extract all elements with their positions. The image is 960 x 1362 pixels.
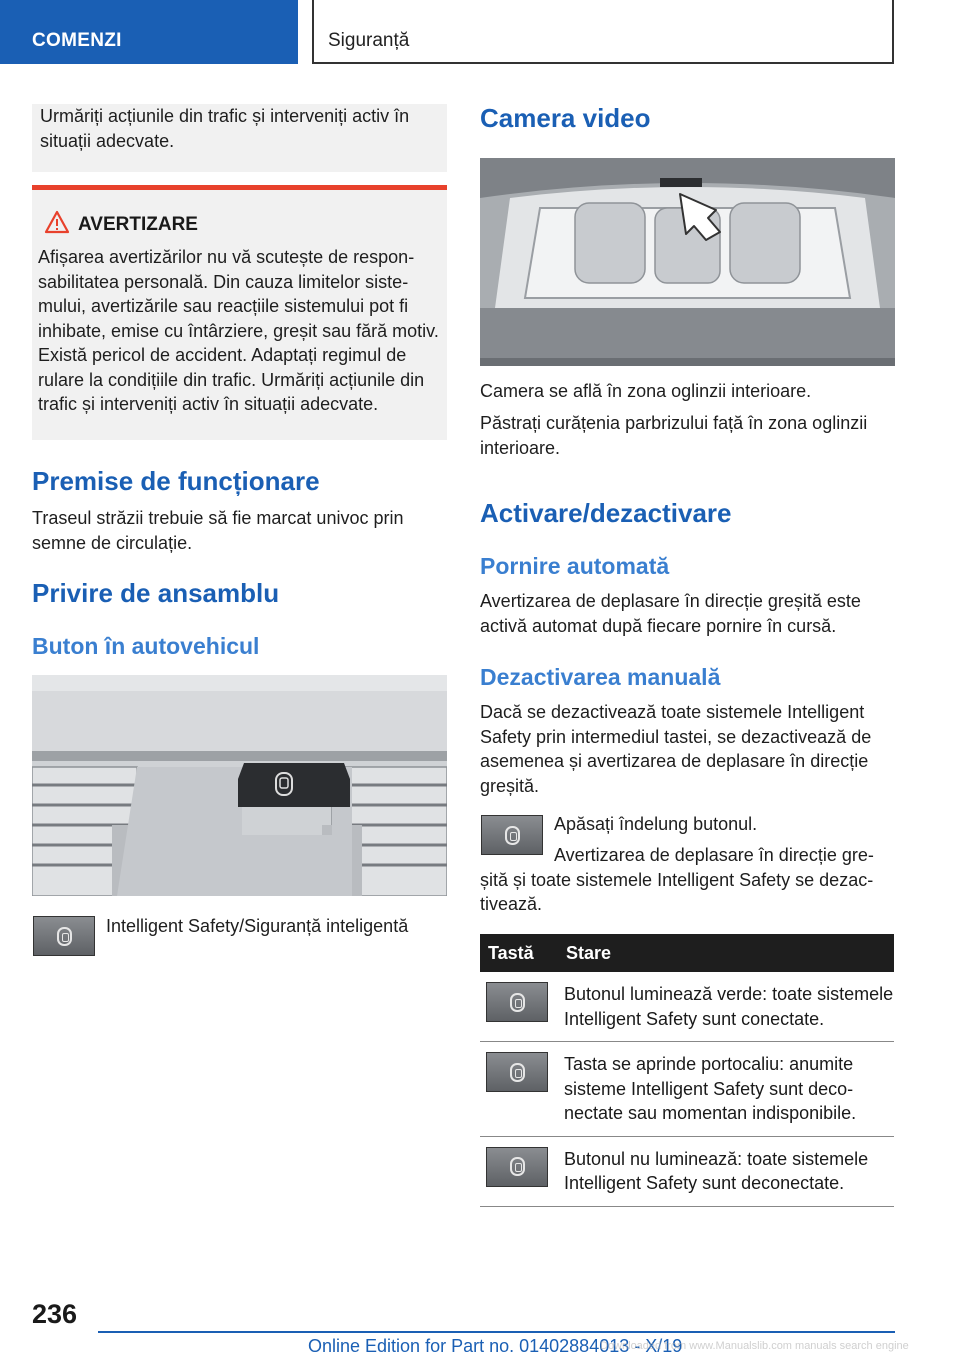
table-row: [480, 1042, 894, 1137]
auto-start-text: Avertizarea de deplasare în direcție greșită este activă automat după fiecare pornire în cursă.: [480, 591, 861, 636]
footer-watermark: Downloaded from www.Manualslib.com manuals search engine: [600, 1340, 909, 1352]
step-2-content: Avertizarea de deplasare în direcție greșită și toate sistemele Intelligent Safety se dezactivează.: [480, 845, 874, 914]
status-table-col-state: Stare: [558, 934, 894, 972]
warning-title: AVERTIZARE: [78, 214, 198, 235]
table-cell-state: Tasta se aprinde portocaliu: anumite sisteme Intelligent Safety sunt deconectate sau momentan indisponibile.: [558, 1042, 894, 1137]
table-row: [480, 972, 894, 1042]
header-chapter-label: Siguranță: [328, 30, 410, 51]
intelligent-safety-button-icon: [486, 1052, 548, 1092]
heading-premise: Premise de funcționare: [32, 466, 320, 496]
step-2-text: [480, 843, 894, 917]
premise-text: Traseul străzii trebuie să fie marcat univoc prin semne de circulație.: [32, 508, 404, 553]
continued-note-box: [32, 104, 447, 172]
header-section-label: COMENZI: [32, 30, 122, 51]
dashboard-button-photo: [32, 675, 447, 896]
heading-camera: Camera video: [480, 103, 651, 133]
status-table-col-key: Tastă: [480, 934, 558, 972]
heading-manual: Dezactivarea manuală: [480, 664, 721, 690]
heading-button: Buton în autovehicul: [32, 633, 260, 659]
warning-triangle-icon: [44, 210, 70, 234]
heading-activation: Activare/dezactivare: [480, 498, 732, 528]
warning-text: Afișarea avertizărilor nu vă scutește de responsabilitatea personală. Din cauza limitelor sistemului, avertizările sau reacțiile sistemului pot fi inhibate, emise cu întârziere, greșit sau fără motiv. Există pericol de accident. Adaptați regimul de rulare la condițiile din trafic. Urmăriți acțiunile din trafic și interveniți activ în situații adecvate.: [38, 247, 439, 414]
footer-line: [98, 1331, 895, 1333]
heading-auto-start: Pornire automată: [480, 553, 670, 579]
camera-location-photo: [480, 158, 895, 366]
header-section-tab: [0, 0, 298, 64]
camera-text-2: Păstrați curățenia parbrizului față în zona oglinzii interioare.: [480, 413, 868, 458]
table-cell-state: Butonul luminează verde: toate sistemele Intelligent Safety sunt conectate.: [558, 972, 894, 1042]
warning-box: [32, 190, 447, 440]
manual-text: Dacă se dezactivează toate sistemele Intelligent Safety prin intermediul tastei, se dezactivează de asemenea și avertizarea de deplasare în direcție greșită.: [480, 702, 872, 796]
intelligent-safety-button-icon: [486, 982, 548, 1022]
page-number: 236: [32, 1299, 78, 1329]
footer-edition: Online Edition for Part no. 01402884013 - X/19: [308, 1336, 683, 1356]
table-cell-state: Butonul nu luminează: toate sistemele Intelligent Safety sunt deconectate.: [558, 1136, 894, 1206]
status-table-header: [480, 934, 894, 972]
continued-note-text: Urmăriți acțiunile din trafic și interveniți activ în situații adecvate.: [40, 106, 410, 151]
button-caption: Intelligent Safety/Siguranță inteligentă: [106, 916, 409, 936]
table-row: [480, 1136, 894, 1206]
heading-overview: Privire de ansamblu: [32, 578, 280, 608]
header-chapter-box: [312, 0, 894, 64]
camera-text-1: Camera se află în zona oglinzii interioare.: [480, 381, 812, 401]
status-table: [480, 934, 894, 1207]
step-1-text: Apăsați îndelung butonul.: [554, 814, 758, 834]
intelligent-safety-button-icon: [486, 1147, 548, 1187]
intelligent-safety-button-icon: [33, 916, 95, 956]
